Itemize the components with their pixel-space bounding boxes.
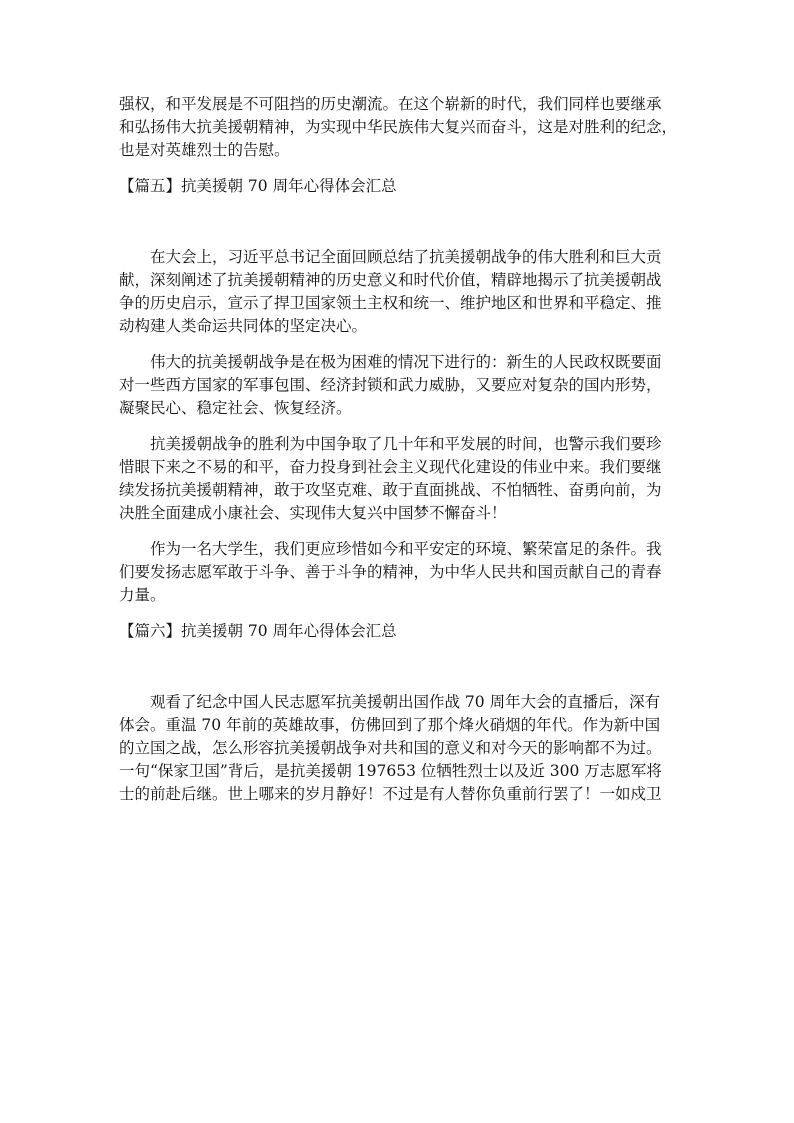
paragraph: [119, 538, 679, 607]
text-line: 惜眼下来之不易的和平，奋力投身到社会主义现代化建设的伟业中来。我们要继: [119, 458, 662, 476]
text-line: 争的历史启示，宣示了捍卫国家领土主权和统一、维护地区和世界和平稳定、推: [119, 294, 662, 312]
text-line: 观看了纪念中国人民志愿军抗美援朝出国作战 70 周年大会的直播后，深有: [150, 693, 661, 711]
paragraph: [119, 433, 679, 525]
paragraph: [119, 351, 679, 420]
text-line: 士的前赴后继。世上哪来的岁月静好！不过是有人替你负重前行罢了！一如戍卫: [119, 785, 662, 803]
text-line: 动构建人类命运共同体的坚定决心。: [119, 317, 368, 335]
text-line: 作为一名大学生，我们更应珍惜如今和平安定的环境、繁荣富足的条件。我: [150, 540, 662, 558]
continuation-paragraph: [119, 93, 679, 162]
text-line: 也是对英雄烈士的告慰。: [119, 141, 290, 159]
text-line: 体会。重温 70 年前的英雄故事，仿佛回到了那个烽火硝烟的年代。作为新中国: [119, 716, 661, 734]
text-line: 伟大的抗美援朝战争是在极为困难的情况下进行的：新生的人民政权既要面: [150, 353, 662, 371]
text-line: 献，深刻阐述了抗美援朝精神的历史意义和时代价值，精辟地揭示了抗美援朝战: [119, 271, 662, 289]
paragraph: [119, 691, 679, 806]
text-line: 在大会上，习近平总书记全面回顾总结了抗美援朝战争的伟大胜利和巨大贡: [150, 248, 662, 266]
section-heading: 【篇六】抗美援朝 70 周年心得体会汇总: [119, 622, 397, 640]
text-line: 们要发扬志愿军敢于斗争、善于斗争的精神，为中华人民共和国贡献自己的青春: [119, 563, 662, 581]
text-line: 和弘扬伟大抗美援朝精神，为实现中华民族伟大复兴而奋斗，这是对胜利的纪念，: [119, 118, 678, 136]
text-line: 续发扬抗美援朝精神，敢于攻坚克难、敢于直面挑战、不怕牺牲、奋勇向前，为: [119, 481, 662, 499]
text-line: 的立国之战，怎么形容抗美援朝战争对共和国的意义和对今天的影响都不为过。: [119, 739, 662, 757]
section-heading: 【篇五】抗美援朝 70 周年心得体会汇总: [119, 177, 397, 195]
document-page: [119, 93, 679, 819]
text-line: 抗美援朝战争的胜利为中国争取了几十年和平发展的时间，也警示我们要珍: [150, 435, 662, 453]
spacer: [119, 198, 679, 246]
text-line: 凝聚民心、稳定社会、恢复经济。: [119, 399, 352, 417]
text-line: 一句“保家卫国”背后，是抗美援朝 197653 位牺牲烈士以及近 300 万志愿军将: [119, 762, 662, 780]
text-line: 对一些西方国家的军事包围、经济封锁和武力威胁，又要应对复杂的国内形势，: [119, 376, 662, 394]
paragraph: [119, 246, 679, 338]
text-line: 强权，和平发展是不可阻挡的历史潮流。在这个崭新的时代，我们同样也要继承: [119, 95, 662, 113]
text-line: 决胜全面建成小康社会、实现伟大复兴中国梦不懈奋斗！: [119, 504, 507, 522]
spacer: [119, 643, 679, 691]
text-line: 力量。: [119, 586, 166, 604]
